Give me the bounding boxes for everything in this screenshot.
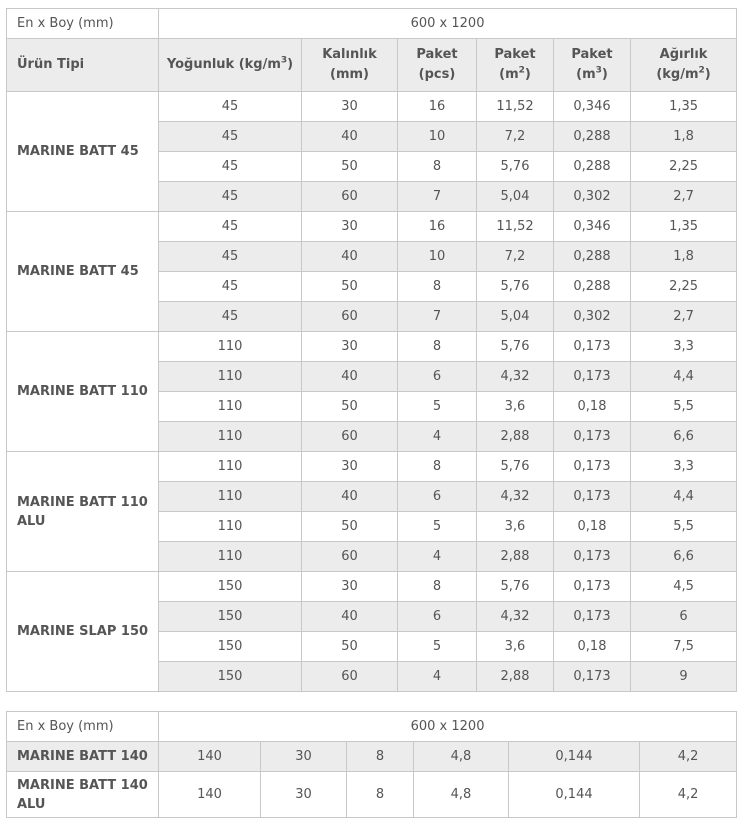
cell-density: 150 [159,632,302,662]
cell-density: 150 [159,602,302,632]
cell-thickness: 60 [302,422,398,452]
product-spec-table [6,8,737,692]
cell-pack-pcs: 8 [347,772,414,818]
cell-pack-m2: 4,32 [477,602,554,632]
cell-pack-m2: 5,76 [477,152,554,182]
cell-weight: 6,6 [631,542,737,572]
cell-pack-pcs: 4 [398,422,477,452]
product-name-l2: ALU [17,796,46,812]
cell-weight: 2,25 [631,272,737,302]
cell-pack-m3: 0,173 [554,332,631,362]
cell-weight: 1,35 [631,212,737,242]
cell-density: 45 [159,122,302,152]
cell-thickness: 30 [261,772,347,818]
table-row [7,772,737,818]
product-name: MARINE BATT 45 [7,212,159,332]
cell-thickness: 30 [302,452,398,482]
cell-thickness: 60 [302,542,398,572]
cell-pack-m2: 4,32 [477,362,554,392]
cell-density: 110 [159,482,302,512]
cell-weight: 3,3 [631,332,737,362]
cell-thickness: 60 [302,662,398,692]
cell-pack-m2: 7,2 [477,122,554,152]
header-density-text: Yoğunluk (kg/m [166,57,281,72]
cell-pack-m3: 0,346 [554,92,631,122]
header-pack-m3-end: ) [601,67,608,82]
cell-pack-m2: 2,88 [477,662,554,692]
cell-pack-m3: 0,288 [554,152,631,182]
product-name [7,772,159,818]
cell-weight: 6,6 [631,422,737,452]
cell-pack-m3: 0,302 [554,182,631,212]
product-name: MARINE SLAP 150 [7,572,159,692]
cell-thickness: 40 [302,362,398,392]
header-pack-m3 [554,39,631,92]
cell-weight: 4,4 [631,482,737,512]
cell-pack-m3: 0,18 [554,392,631,422]
cell-weight: 1,8 [631,242,737,272]
product-name: MARINE BATT 140 [7,742,159,772]
cell-density: 110 [159,422,302,452]
cell-pack-m2: 5,04 [477,182,554,212]
table-row [7,332,737,362]
cell-density: 45 [159,92,302,122]
product-name: MARINE BATT 45 [7,92,159,212]
header-density-end: ) [287,57,294,72]
header-pack-m2-end: ) [524,67,531,82]
cell-thickness: 40 [302,602,398,632]
header-weight-sup: 2 [698,65,705,76]
cell-pack-pcs: 10 [398,242,477,272]
cell-thickness: 60 [302,182,398,212]
cell-thickness: 50 [302,392,398,422]
cell-weight: 4,2 [640,742,737,772]
cell-pack-m2: 5,76 [477,332,554,362]
product-name-l1: MARINE BATT 140 [17,777,148,793]
header-pack-m2-l1: Paket [494,47,536,62]
cell-pack-pcs: 6 [398,362,477,392]
cell-pack-pcs: 16 [398,92,477,122]
header-pack-pcs [398,39,477,92]
cell-weight: 4,2 [640,772,737,818]
product-spec-table-2 [6,711,737,818]
cell-thickness: 50 [302,512,398,542]
cell-pack-m3: 0,288 [554,242,631,272]
cell-pack-m2: 4,8 [414,772,509,818]
header-pack-m2 [477,39,554,92]
cell-weight: 9 [631,662,737,692]
cell-pack-pcs: 8 [398,452,477,482]
header-weight [631,39,737,92]
cell-pack-m3: 0,173 [554,482,631,512]
size-row [7,712,737,742]
product-name-l2: ALU [17,513,46,529]
header-pack-pcs-l1: Paket [416,47,458,62]
cell-weight: 6 [631,602,737,632]
cell-pack-m3: 0,173 [554,602,631,632]
cell-thickness: 50 [302,632,398,662]
header-row [7,39,737,92]
cell-pack-pcs: 8 [398,152,477,182]
cell-density: 45 [159,212,302,242]
cell-density: 45 [159,182,302,212]
cell-weight: 4,4 [631,362,737,392]
cell-thickness: 50 [302,152,398,182]
product-name-l1: MARINE BATT 110 [17,494,148,510]
cell-density: 45 [159,272,302,302]
cell-density: 150 [159,572,302,602]
cell-pack-m3: 0,173 [554,542,631,572]
cell-density: 110 [159,362,302,392]
cell-density: 110 [159,542,302,572]
header-pack-m2-l2: (m [499,67,519,82]
cell-pack-m2: 3,6 [477,512,554,542]
cell-pack-m2: 4,32 [477,482,554,512]
cell-weight: 5,5 [631,392,737,422]
cell-pack-pcs: 6 [398,482,477,512]
table-row [7,92,737,122]
cell-density: 110 [159,332,302,362]
cell-pack-m3: 0,173 [554,362,631,392]
header-weight-l2: (kg/m [656,67,699,82]
cell-weight: 2,7 [631,302,737,332]
cell-pack-m2: 2,88 [477,542,554,572]
cell-density: 140 [159,772,261,818]
header-weight-end: ) [704,67,711,82]
header-pack-m3-sup: 3 [595,65,602,76]
product-name: MARINE BATT 110 [7,332,159,452]
cell-pack-m3: 0,302 [554,302,631,332]
cell-weight: 3,3 [631,452,737,482]
cell-density: 140 [159,742,261,772]
cell-pack-pcs: 16 [398,212,477,242]
header-pack-m3-l2: (m [576,67,596,82]
table-row [7,572,737,602]
header-pack-m2-sup: 2 [518,65,525,76]
cell-pack-pcs: 4 [398,662,477,692]
cell-thickness: 30 [302,212,398,242]
cell-thickness: 60 [302,302,398,332]
cell-pack-m3: 0,144 [509,772,640,818]
cell-pack-m3: 0,173 [554,662,631,692]
size-label: En x Boy (mm) [7,9,159,39]
size-value: 600 x 1200 [159,9,737,39]
header-density-sup: 3 [280,55,288,66]
cell-pack-m2: 3,6 [477,632,554,662]
cell-thickness: 40 [302,482,398,512]
cell-pack-m2: 5,76 [477,272,554,302]
cell-pack-m2: 5,76 [477,452,554,482]
cell-pack-m2: 5,76 [477,572,554,602]
cell-pack-pcs: 8 [398,272,477,302]
cell-pack-pcs: 7 [398,182,477,212]
cell-density: 45 [159,242,302,272]
cell-pack-pcs: 5 [398,512,477,542]
cell-pack-m2: 4,8 [414,742,509,772]
table-row [7,212,737,242]
cell-pack-m3: 0,144 [509,742,640,772]
cell-pack-m3: 0,173 [554,572,631,602]
product-name [7,452,159,572]
cell-thickness: 40 [302,122,398,152]
cell-density: 45 [159,302,302,332]
cell-pack-pcs: 8 [398,332,477,362]
cell-weight: 5,5 [631,512,737,542]
cell-pack-m3: 0,18 [554,512,631,542]
header-product-type: Ürün Tipi [7,39,159,92]
table-row [7,742,737,772]
cell-pack-pcs: 4 [398,542,477,572]
cell-pack-m3: 0,18 [554,632,631,662]
header-weight-l1: Ağırlık [659,47,708,62]
cell-pack-m3: 0,288 [554,122,631,152]
header-thickness-l1: Kalınlık [322,47,377,62]
cell-pack-m3: 0,346 [554,212,631,242]
cell-pack-pcs: 6 [398,602,477,632]
cell-thickness: 30 [302,92,398,122]
cell-density: 110 [159,392,302,422]
cell-pack-m2: 7,2 [477,242,554,272]
cell-pack-m2: 11,52 [477,212,554,242]
cell-pack-m2: 3,6 [477,392,554,422]
size-row [7,9,737,39]
header-thickness-l2: (mm) [330,67,369,82]
cell-pack-m2: 5,04 [477,302,554,332]
cell-pack-m3: 0,173 [554,422,631,452]
cell-thickness: 30 [302,332,398,362]
cell-thickness: 50 [302,272,398,302]
cell-density: 45 [159,152,302,182]
header-density [159,39,302,92]
cell-pack-m3: 0,173 [554,452,631,482]
cell-density: 110 [159,452,302,482]
header-pack-m3-l1: Paket [571,47,613,62]
cell-pack-pcs: 10 [398,122,477,152]
table-row [7,452,737,482]
table-body [7,92,737,692]
cell-pack-pcs: 5 [398,632,477,662]
cell-pack-pcs: 5 [398,392,477,422]
size-value: 600 x 1200 [159,712,737,742]
cell-thickness: 40 [302,242,398,272]
cell-weight: 1,8 [631,122,737,152]
cell-pack-pcs: 8 [347,742,414,772]
cell-weight: 7,5 [631,632,737,662]
cell-pack-m2: 2,88 [477,422,554,452]
cell-pack-m3: 0,288 [554,272,631,302]
cell-pack-pcs: 8 [398,572,477,602]
cell-weight: 4,5 [631,572,737,602]
cell-pack-pcs: 7 [398,302,477,332]
cell-density: 110 [159,512,302,542]
cell-density: 150 [159,662,302,692]
cell-pack-m2: 11,52 [477,92,554,122]
size-label: En x Boy (mm) [7,712,159,742]
cell-weight: 2,7 [631,182,737,212]
header-thickness [302,39,398,92]
cell-weight: 2,25 [631,152,737,182]
cell-thickness: 30 [302,572,398,602]
cell-weight: 1,35 [631,92,737,122]
cell-thickness: 30 [261,742,347,772]
header-pack-pcs-l2: (pcs) [418,67,456,82]
